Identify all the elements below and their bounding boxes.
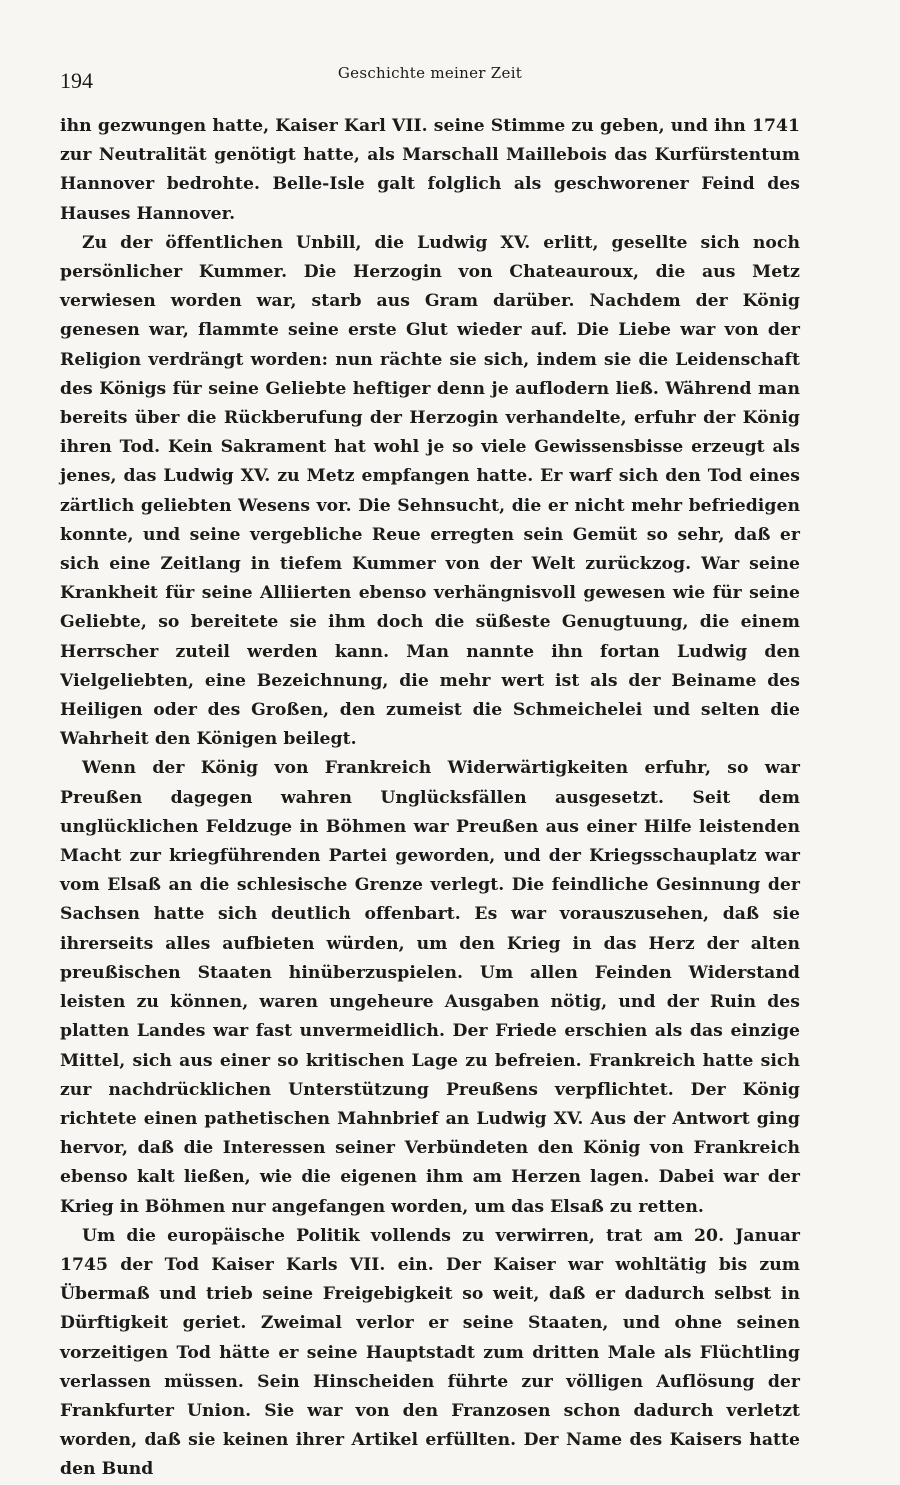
running-title: Geschichte meiner Zeit xyxy=(337,64,523,82)
page-header xyxy=(60,58,800,98)
paragraph: Um die europäische Politik vollends zu verwirren, trat am 20. Januar 1745 der Tod Kaiser Karls VII. ein. Der Kaiser war wohltätig bis zum Übermaß und trieb seine Freigebigkeit so weit, daß er dadurch selbst in Dürftigkeit geriet. Zweimal verlor er seine Staaten, und ohne seinen vorzeitigen Tod hätte er seine Hauptstadt zum dritten Male als Flüchtling verlassen müssen. Sein Hinscheiden führte zur völligen Auflösung der Frankfurter Union. Sie war von den Franzosen schon dadurch verletzt worden, daß sie keinen ihrer Artikel erfüllten. Der Name des Kaisers hatte den Bund xyxy=(60,1225,800,1480)
body-text xyxy=(60,112,800,1485)
page-number: 194 xyxy=(60,68,93,93)
paragraph: Wenn der König von Frankreich Widerwärtigkeiten erfuhr, so war Preußen dagegen wahren Unglücksfällen ausgesetzt. Seit dem unglücklichen Feldzuge in Böhmen war Preußen aus einer Hilfe leistenden Macht zur kriegführenden Partei geworden, und der Kriegsschauplatz war vom Elsaß an die schlesische Grenze verlegt. Die feindliche Gesinnung der Sachsen hatte sich deutlich offenbart. Es war vorauszusehen, daß sie ihrerseits alles aufbieten würden, um den Krieg in das Herz der alten preußischen Staaten hinüberzuspielen. Um allen Feinden Widerstand leisten zu können, waren ungeheure Ausgaben nötig, und der Ruin des platten Landes war fast unvermeidlich. Der Friede erschien als das einzige Mittel, sich aus einer so kritischen Lage zu befreien. Frankreich hatte sich zur nachdrücklichen Unterstützung Preußens verpflichtet. Der König richtete einen pathetischen Mahnbrief an Ludwig XV. Aus der Antwort ging hervor, daß die Interessen seiner Verbündeten den König von Frankreich ebenso kalt ließen, wie die eigenen ihm am Herzen lagen. Dabei war der Krieg in Böhmen nur angefangen worden, um das Elsaß zu retten. xyxy=(60,758,800,1217)
paragraph-continuation: ihn gezwungen hatte, Kaiser Karl VII. seine Stimme zu geben, und ihn 1741 zur Neutralität genötigt hatte, als Marschall Maillebois das Kurfürstentum Hannover bedrohte. Belle-Isle galt folglich als geschworener Feind des Hauses Hannover. xyxy=(60,116,800,224)
paragraph: Zu der öffentlichen Unbill, die Ludwig XV. erlitt, gesellte sich noch persönlicher Kummer. Die Herzogin von Chateauroux, die aus Metz verwiesen worden war, starb aus Gram darüber. Nachdem der König genesen war, flammte seine erste Glut wieder auf. Die Liebe war von der Religion verdrängt worden: nun rächte sie sich, indem sie die Leidenschaft des Königs für seine Geliebte heftiger denn je auflodern ließ. Während man bereits über die Rückberufung der Herzogin verhandelte, erfuhr der König ihren Tod. Kein Sakrament hat wohl je so viele Gewissensbisse erzeugt als jenes, das Ludwig XV. zu Metz empfangen hatte. Er warf sich den Tod eines zärtlich geliebten Wesens vor. Die Sehnsucht, die er nicht mehr befriedigen konnte, und seine vergebliche Reue erregten sein Gemüt so sehr, daß er sich eine Zeitlang in tiefem Kummer von der Welt zurückzog. War seine Krankheit für seine Alliierten ebenso verhängnisvoll gewesen wie für seine Geliebte, so bereitete sie ihm doch die süßeste Genugtuung, die einem Herrscher zuteil werden kann. Man nannte ihn fortan Ludwig den Vielgeliebten, eine Bezeichnung, die mehr wert ist als der Beiname des Heiligen oder des Großen, den zumeist die Schmeichelei und selten die Wahrheit den Königen beilegt. xyxy=(60,232,800,750)
